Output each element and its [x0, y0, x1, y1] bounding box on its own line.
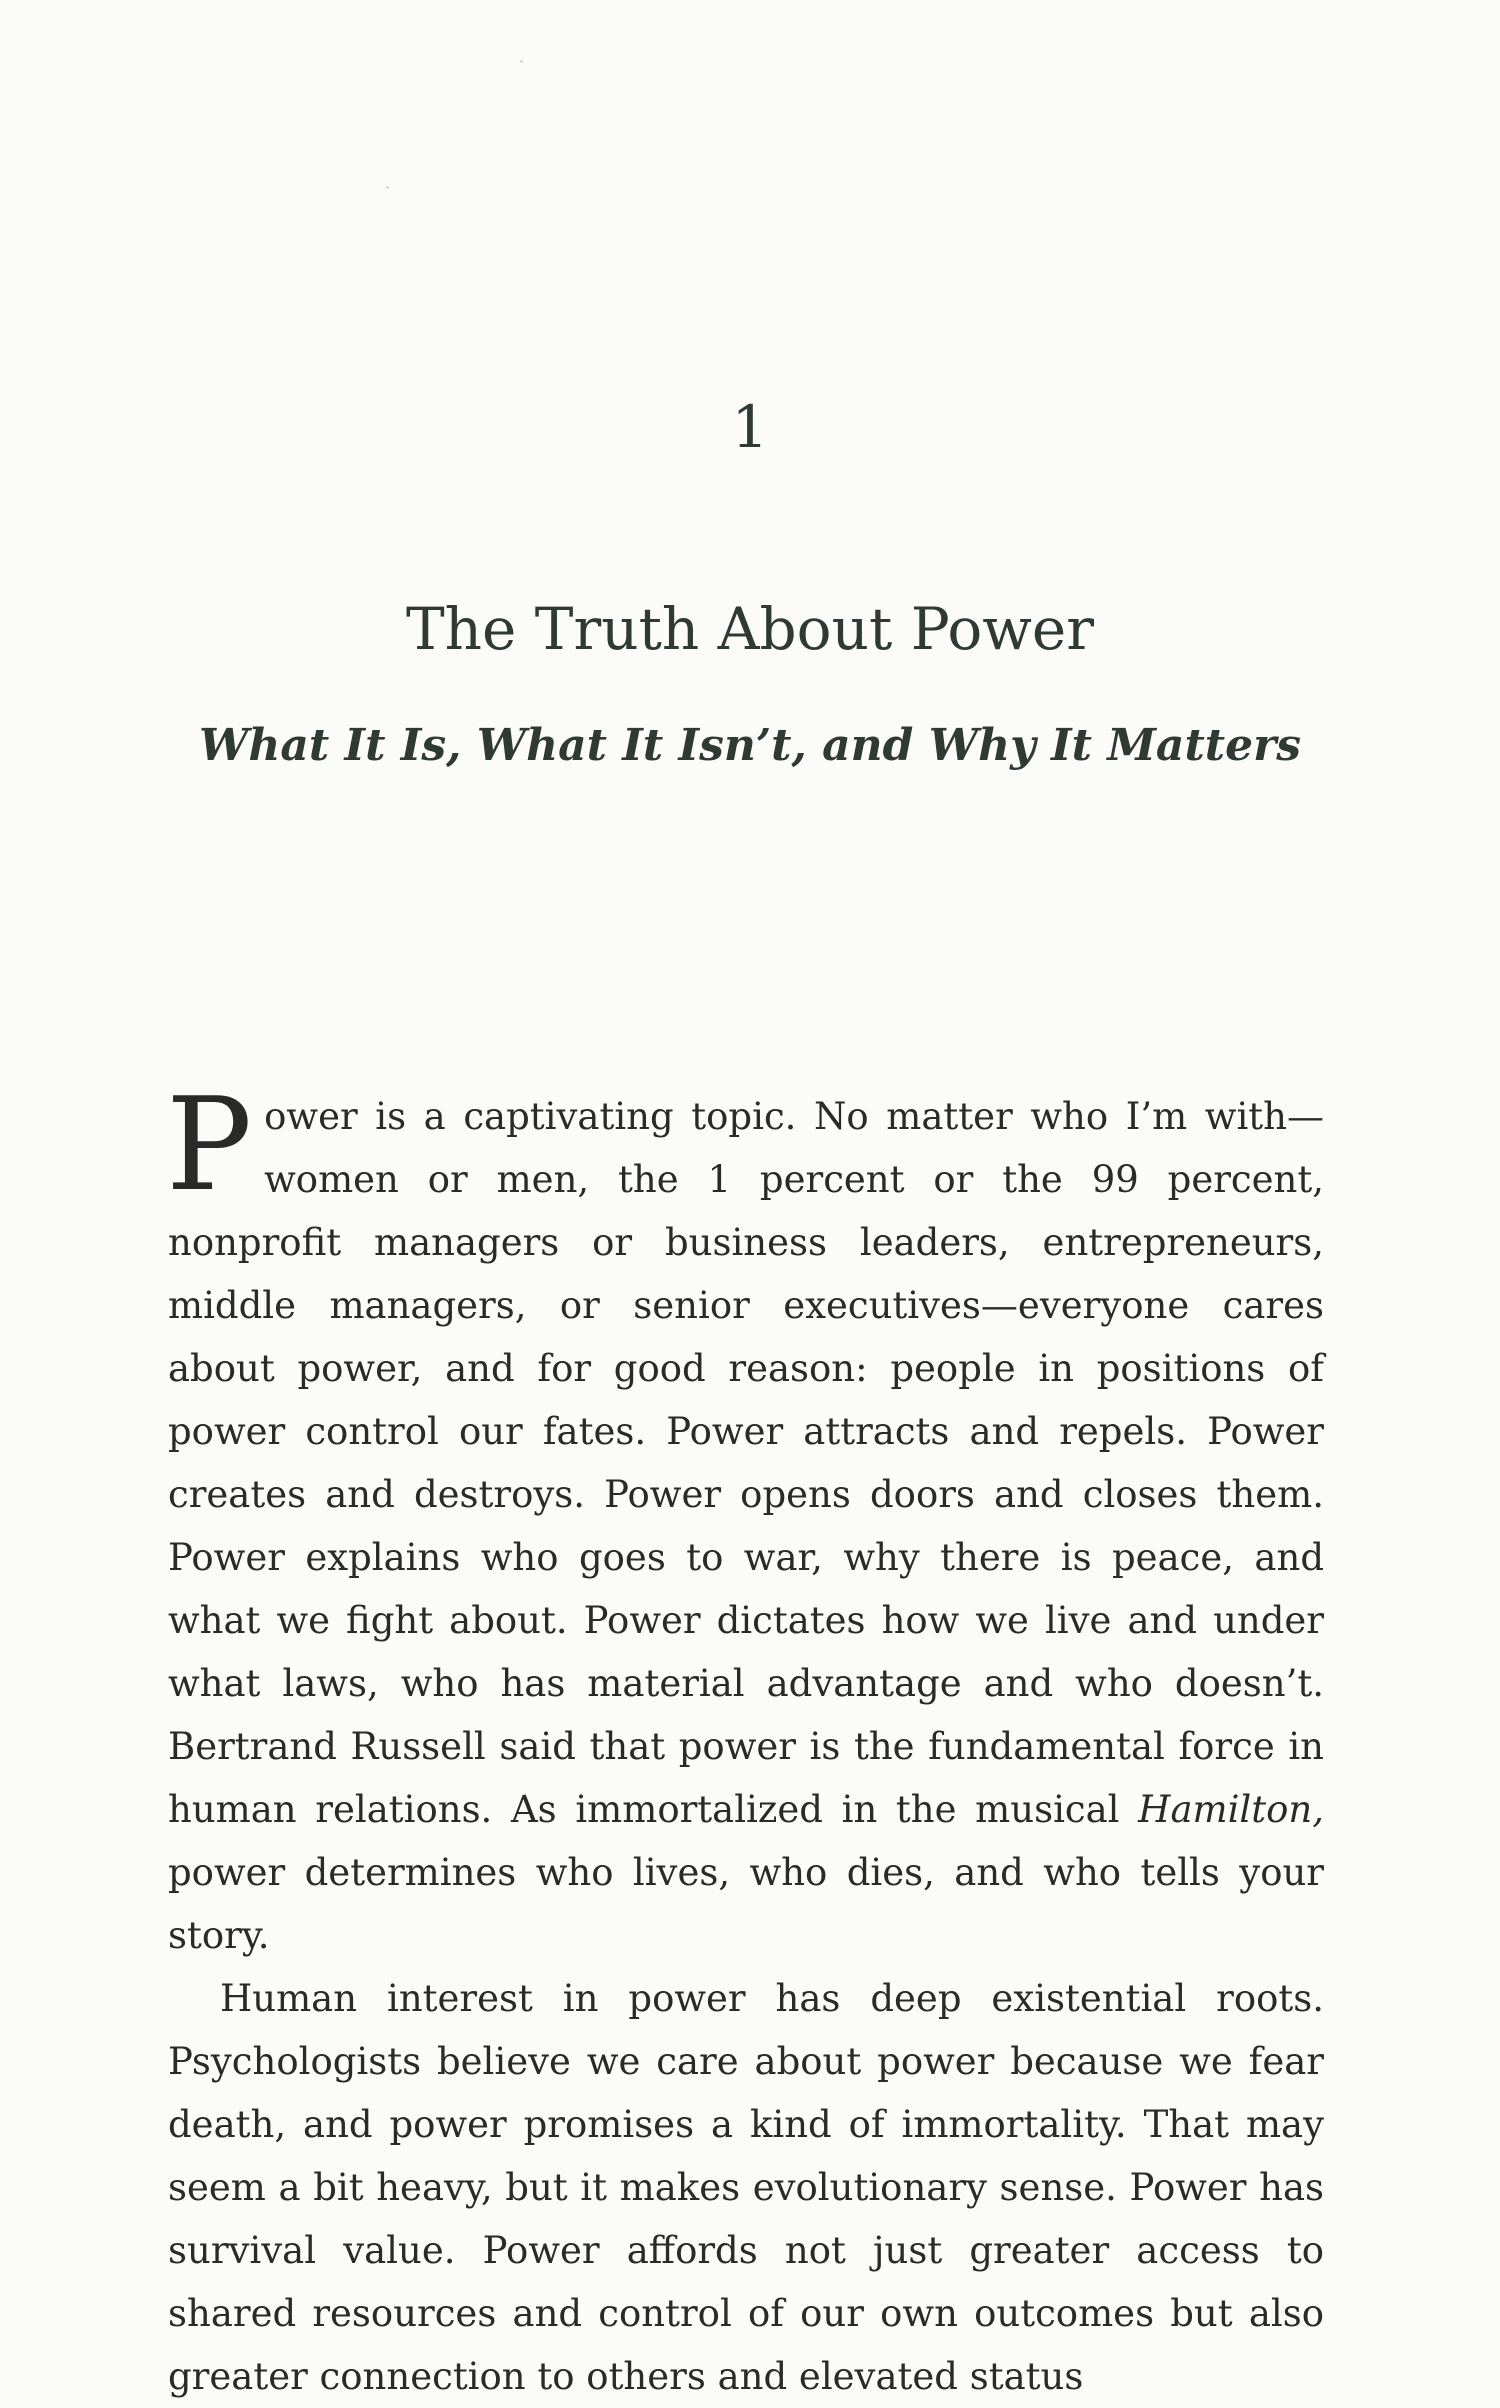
scan-speck: [386, 186, 389, 189]
paragraph-1-text-b: power determines who lives, who dies, and who tells your story.: [168, 1851, 1324, 1957]
body-text: [166, 1071, 1324, 2408]
dropcap: P: [166, 1071, 253, 1220]
scan-speck: [520, 60, 523, 63]
chapter-title: The Truth About Power: [406, 595, 1094, 663]
paragraph-1-italic-title: Hamilton,: [1138, 1788, 1324, 1831]
paragraph-1: [166, 1071, 1324, 1967]
chapter-number: 1: [731, 393, 769, 461]
paragraph-1-text-a: ower is a captivating topic. No matter who I’m with—women or men, the 1 percent or the 99 percent, nonprofit managers or business leaders, entrepreneurs, middle managers, or senior executives—everyone cares about power, and for good reason: people in positions of power control our fates. Power attracts and repels. Power creates and destroys. Power opens doors and closes them. Power explains who goes to war, why there is peace, and what we fight about. Power dictates how we live and under what laws, who has material advantage and who doesn’t. Bertrand Russell said that power is the fundamental force in human relations. As immortalized in the musical: [168, 1095, 1324, 1831]
paragraph-2: Human interest in power has deep existential roots. Psychologists believe we care about power because we fear death, and power promises a kind of immortality. That may seem a bit heavy, but it makes evolutionary sense. Power has survival value. Power affords not just greater access to shared resources and control of our own outcomes but also greater connection to others and elevated status: [168, 1977, 1324, 2398]
chapter-subtitle: What It Is, What It Isn’t, and Why It Matters: [198, 720, 1302, 771]
